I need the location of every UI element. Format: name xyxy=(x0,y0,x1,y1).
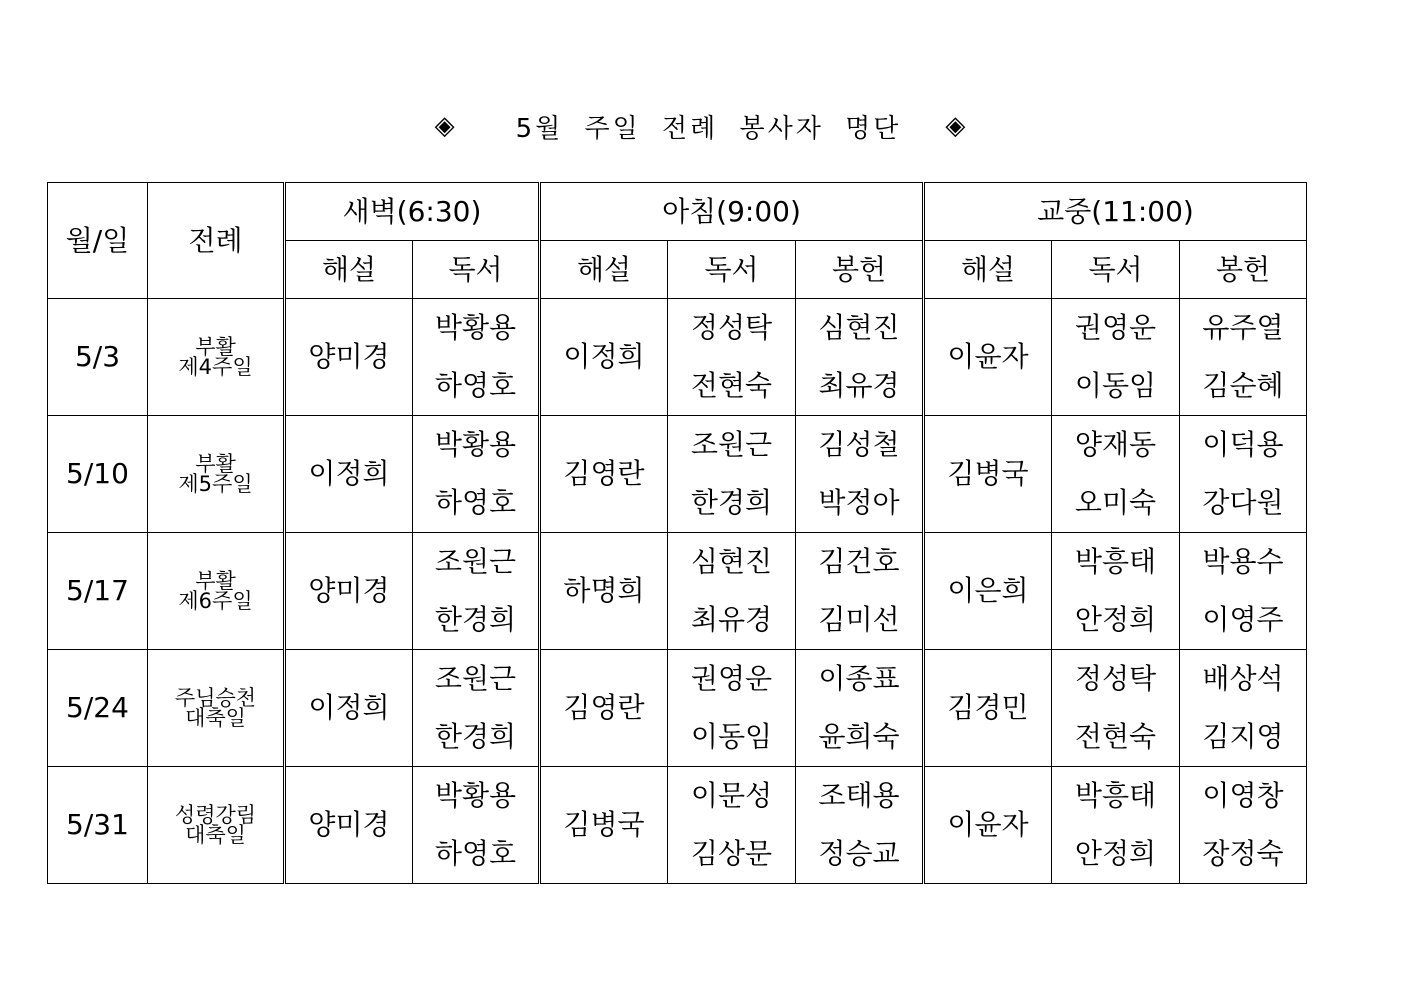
main-commentary: 김경민 xyxy=(924,650,1052,767)
main-commentary: 이은희 xyxy=(924,533,1052,650)
diamond-right-icon: ◈ xyxy=(945,111,969,141)
row-date: 5/10 xyxy=(48,416,148,533)
morning-offering: 이종표 윤희숙 xyxy=(796,650,924,767)
morning-reading: 조원근 한경희 xyxy=(668,416,796,533)
morning-reading: 이문성 김상문 xyxy=(668,767,796,884)
document-title xyxy=(0,106,1403,146)
diamond-left-icon: ◈ xyxy=(434,111,458,141)
dawn-commentary: 이정희 xyxy=(285,416,413,533)
dawn-commentary: 이정희 xyxy=(285,650,413,767)
row-date: 5/17 xyxy=(48,533,148,650)
morning-offering: 조태용 정승교 xyxy=(796,767,924,884)
header-role: 해설 xyxy=(540,241,668,299)
table-row xyxy=(48,299,1307,416)
row-liturgy: 부활 제6주일 xyxy=(148,533,285,650)
main-offering: 이덕용 강다원 xyxy=(1180,416,1307,533)
main-offering: 이영창 장정숙 xyxy=(1180,767,1307,884)
main-offering: 배상석 김지영 xyxy=(1180,650,1307,767)
dawn-reading: 조원근 한경희 xyxy=(413,533,540,650)
morning-offering: 김건호 김미선 xyxy=(796,533,924,650)
dawn-commentary: 양미경 xyxy=(285,299,413,416)
header-role: 독서 xyxy=(668,241,796,299)
morning-reading: 권영운 이동임 xyxy=(668,650,796,767)
header-liturgy: 전례 xyxy=(148,183,285,299)
header-role: 해설 xyxy=(924,241,1052,299)
main-reading: 양재동 오미숙 xyxy=(1052,416,1180,533)
dawn-reading: 박황용 하영호 xyxy=(413,299,540,416)
header-role: 해설 xyxy=(285,241,413,299)
header-mass-main: 교중(11:00) xyxy=(924,183,1307,241)
main-commentary: 이윤자 xyxy=(924,767,1052,884)
row-date: 5/3 xyxy=(48,299,148,416)
main-offering: 유주열 김순혜 xyxy=(1180,299,1307,416)
dawn-commentary: 양미경 xyxy=(285,767,413,884)
header-role: 봉헌 xyxy=(1180,241,1307,299)
morning-commentary: 김영란 xyxy=(540,650,668,767)
main-commentary: 이윤자 xyxy=(924,299,1052,416)
row-liturgy: 주님승천 대축일 xyxy=(148,650,285,767)
main-reading: 정성탁 전현숙 xyxy=(1052,650,1180,767)
header-row-masses xyxy=(48,183,1307,241)
main-reading: 박흥태 안정희 xyxy=(1052,767,1180,884)
header-role: 봉헌 xyxy=(796,241,924,299)
morning-offering: 심현진 최유경 xyxy=(796,299,924,416)
volunteer-roster-table xyxy=(47,182,1307,884)
table-row xyxy=(48,650,1307,767)
dawn-reading: 조원근 한경희 xyxy=(413,650,540,767)
table-row xyxy=(48,533,1307,650)
morning-commentary: 이정희 xyxy=(540,299,668,416)
main-offering: 박용수 이영주 xyxy=(1180,533,1307,650)
header-mass-dawn: 새벽(6:30) xyxy=(285,183,540,241)
dawn-reading: 박황용 하영호 xyxy=(413,767,540,884)
row-liturgy: 성령강림 대축일 xyxy=(148,767,285,884)
header-role: 독서 xyxy=(413,241,540,299)
table-row xyxy=(48,416,1307,533)
header-role: 독서 xyxy=(1052,241,1180,299)
row-liturgy: 부활 제5주일 xyxy=(148,416,285,533)
morning-commentary: 김영란 xyxy=(540,416,668,533)
main-commentary: 김병국 xyxy=(924,416,1052,533)
table-row xyxy=(48,767,1307,884)
dawn-reading: 박황용 하영호 xyxy=(413,416,540,533)
dawn-commentary: 양미경 xyxy=(285,533,413,650)
morning-reading: 정성탁 전현숙 xyxy=(668,299,796,416)
morning-commentary: 하명희 xyxy=(540,533,668,650)
header-date: 월/일 xyxy=(48,183,148,299)
row-date: 5/31 xyxy=(48,767,148,884)
title-text: 5월 주일 전례 봉사자 명단 xyxy=(515,113,902,144)
row-date: 5/24 xyxy=(48,650,148,767)
main-reading: 박흥태 안정희 xyxy=(1052,533,1180,650)
morning-reading: 심현진 최유경 xyxy=(668,533,796,650)
row-liturgy: 부활 제4주일 xyxy=(148,299,285,416)
morning-commentary: 김병국 xyxy=(540,767,668,884)
morning-offering: 김성철 박정아 xyxy=(796,416,924,533)
main-reading: 권영운 이동임 xyxy=(1052,299,1180,416)
header-mass-morning: 아침(9:00) xyxy=(540,183,924,241)
